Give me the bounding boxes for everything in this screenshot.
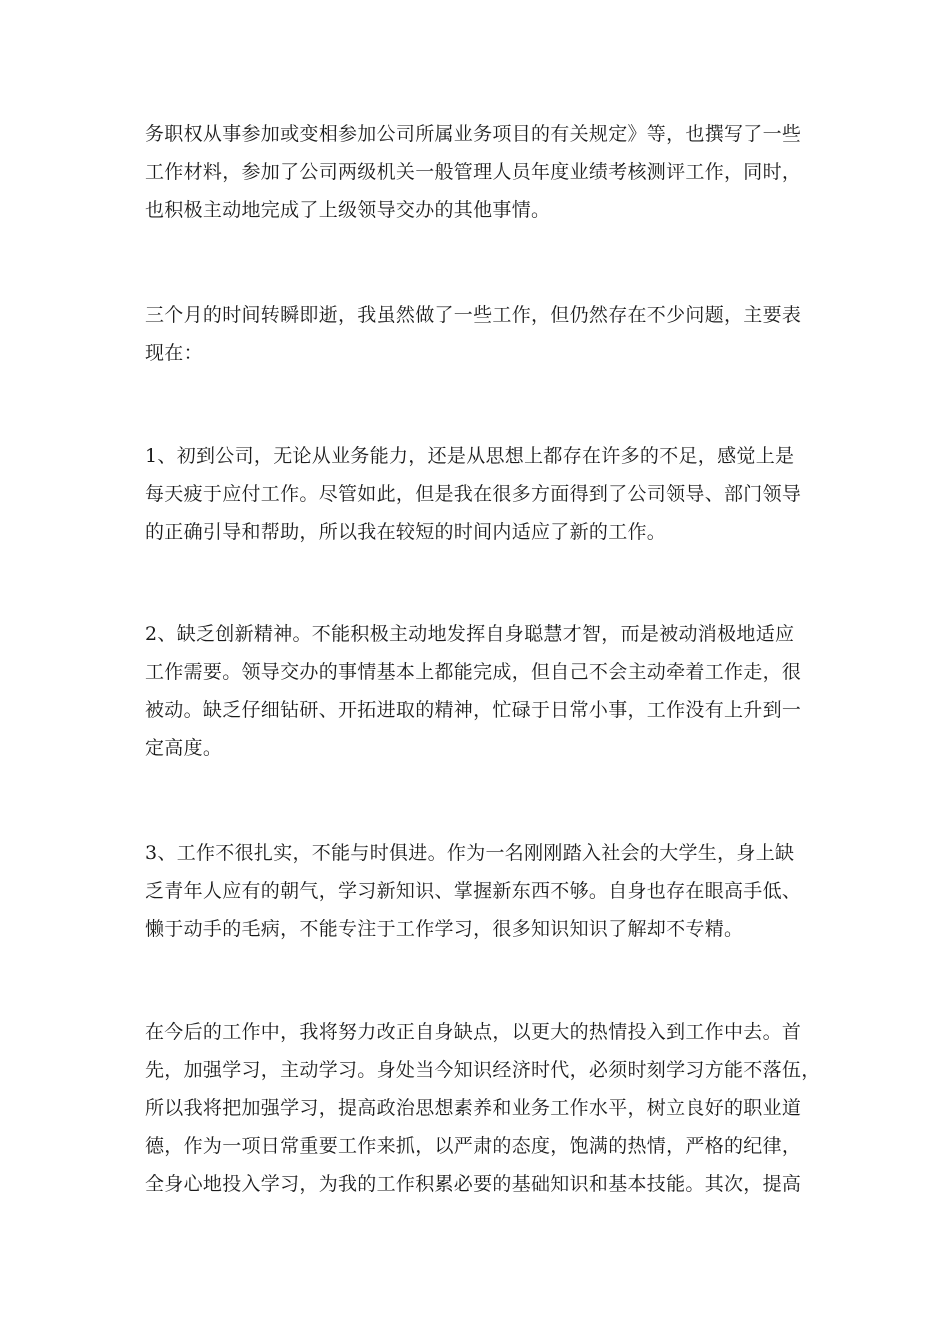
text-line: 也积极主动地完成了上级领导交办的其他事情。 [145, 199, 551, 221]
paragraph-problem-1 [145, 437, 815, 551]
text-line: 2、缺乏创新精神。不能积极主动地发挥自身聪慧才智，而是被动消极地适应 [145, 623, 795, 645]
text-line: 所以我将把加强学习，提高政治思想素养和业务工作水平，树立良好的职业道 [145, 1097, 802, 1119]
paragraph-future-plan [145, 1013, 821, 1203]
text-line: 定高度。 [145, 737, 223, 759]
text-line: 先，加强学习，主动学习。身处当今知识经济时代，必须时刻学习方能不落伍， [145, 1059, 821, 1081]
text-line: 在今后的工作中，我将努力改正自身缺点，以更大的热情投入到工作中去。首 [145, 1021, 802, 1043]
text-line: 被动。缺乏仔细钻研、开拓进取的精神，忙碌于日常小事，工作没有上升到一 [145, 699, 802, 721]
text-line: 每天疲于应付工作。尽管如此，但是我在很多方面得到了公司领导、部门领导 [145, 483, 802, 505]
text-line: 懒于动手的毛病，不能专注于工作学习，很多知识知识了解却不专精。 [145, 918, 744, 940]
paragraph-problem-3 [145, 834, 815, 948]
text-line: 现在： [145, 342, 203, 364]
text-line: 1、初到公司，无论从业务能力，还是从思想上都存在许多的不足，感觉上是 [145, 445, 795, 467]
paragraph-continued-work-summary [145, 115, 815, 229]
paragraph-problems-intro [145, 296, 815, 372]
text-line: 三个月的时间转瞬即逝，我虽然做了一些工作，但仍然存在不少问题，主要表 [145, 304, 802, 326]
text-line: 乏青年人应有的朝气，学习新知识、掌握新东西不够。自身也存在眼高手低、 [145, 880, 802, 902]
text-line: 德，作为一项日常重要工作来抓，以严肃的态度，饱满的热情，严格的纪律， [145, 1135, 802, 1157]
text-line: 的正确引导和帮助，所以我在较短的时间内适应了新的工作。 [145, 521, 667, 543]
text-line: 全身心地投入学习，为我的工作积累必要的基础知识和基本技能。其次，提高 [145, 1173, 802, 1195]
text-line: 务职权从事参加或变相参加公司所属业务项目的有关规定》等，也撰写了一些 [145, 123, 802, 145]
text-line: 工作材料，参加了公司两级机关一般管理人员年度业绩考核测评工作，同时， [145, 161, 802, 183]
paragraph-problem-2 [145, 615, 815, 767]
text-line: 工作需要。领导交办的事情基本上都能完成，但自己不会主动牵着工作走，很 [145, 661, 802, 683]
text-line: 3、工作不很扎实，不能与时俱进。作为一名刚刚踏入社会的大学生，身上缺 [145, 842, 795, 864]
